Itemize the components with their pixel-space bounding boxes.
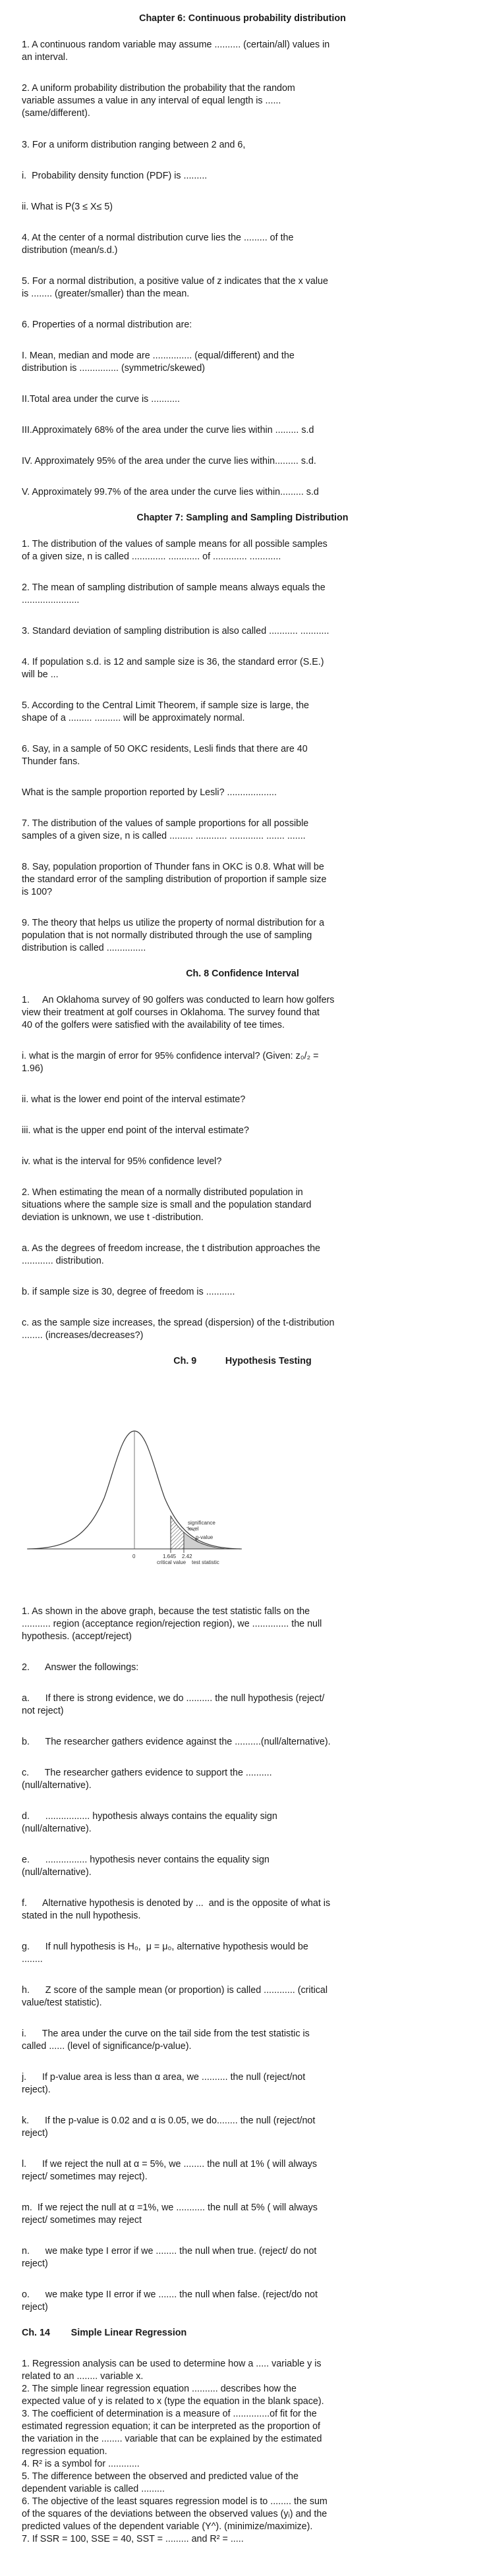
text-line: deviation is unknown, we use t -distribution. (22, 1212, 204, 1223)
text-line: 4. At the center of a normal distribution curve lies the ......... of the (22, 233, 294, 243)
text-line: I. Mean, median and mode are ............... (equal/different) and the (22, 350, 295, 361)
text-line: i. Probability density function (PDF) is ......... (22, 171, 208, 181)
text-line: g. If null hypothesis is H₀, μ = μ₀, alternative hypothesis would be (22, 1942, 308, 1952)
text-line: m. If we reject the null at α =1%, we ........... the null at 5% ( will always (22, 2202, 318, 2213)
text-line: not reject) (22, 1706, 64, 1716)
level-label: level (188, 1526, 199, 1532)
text-line: iv. what is the interval for 95% confidence level? (22, 1156, 222, 1167)
text-line: samples of a given size, n is called ......... ............ ............. ....... ....... (22, 831, 306, 841)
text-line: 6. The objective of the least squares regression model is to ........ the sum (22, 2496, 328, 2507)
text-line: 2. A uniform probability distribution the probability that the random (22, 83, 295, 94)
text-line: reject/ sometimes may reject (22, 2215, 142, 2226)
text-line: 3. Standard deviation of sampling distribution is also called ........... ........... (22, 626, 329, 636)
text-line: 5. According to the Central Limit Theorem, if sample size is large, the (22, 700, 309, 711)
text-line: related to an ........ variable x. (22, 2371, 144, 2382)
tick-critical: 1.645 (163, 1554, 177, 1559)
text-line: regression equation. (22, 2446, 107, 2457)
text-line: the standard error of the sampling distribution of proportion if sample size (22, 874, 327, 885)
text-line: Thunder fans. (22, 756, 80, 767)
text-line: 2. The simple linear regression equation .......... describes how the (22, 2384, 297, 2394)
text-line: an interval. (22, 52, 68, 63)
text-line: 2. Answer the followings: (22, 1662, 139, 1673)
text-line: (null/alternative). (22, 1867, 92, 1878)
text-line: c. The researcher gathers evidence to support the .......... (22, 1768, 272, 1778)
text-line: l. If we reject the null at α = 5%, we ........ the null at 1% ( will always (22, 2159, 318, 2170)
text-line: reject) (22, 2128, 48, 2139)
text-line: 7. If SSR = 100, SSE = 40, SST = ......... and R² = ..... (22, 2534, 244, 2544)
critical-value-label: critical value (157, 1559, 186, 1565)
section-heading: Ch. 8 Confidence Interval (186, 968, 299, 979)
text-line: 6. Properties of a normal distribution are: (22, 320, 192, 330)
text-line: distribution is ............... (symmetric/skewed) (22, 363, 206, 374)
text-line: ........ (increases/decreases?) (22, 1330, 144, 1341)
text-line: dependent variable is called ......... (22, 2484, 165, 2494)
text-line: j. If p-value area is less than α area, we .......... the null (reject/not (22, 2072, 306, 2083)
tick-zero: 0 (132, 1554, 136, 1559)
text-line: distribution (mean/s.d.) (22, 245, 118, 256)
text-line: IV. Approximately 95% of the area under the curve lies within......... s.d. (22, 456, 316, 466)
text-line: What is the sample proportion reported by Lesli? ................... (22, 787, 277, 798)
text-line: ii. what is the lower end point of the interval estimate? (22, 1094, 246, 1105)
text-line: k. If the p-value is 0.02 and α is 0.05, we do........ the null (reject/not (22, 2115, 316, 2126)
text-line: a. As the degrees of freedom increase, the t distribution approaches the (22, 1243, 321, 1254)
text-line: 40 of the golfers were satisfied with the availability of tee times. (22, 1020, 285, 1030)
text-line: b. if sample size is 30, degree of freedom is ........... (22, 1287, 235, 1297)
text-line: i. what is the margin of error for 95% confidence interval? (Given: z₀/₂ = (22, 1051, 319, 1061)
text-line: ........ (22, 1954, 43, 1965)
text-line: shape of a ......... .......... will be approximately normal. (22, 713, 245, 723)
p-value-label: p-value (196, 1534, 214, 1540)
text-line: 1. The distribution of the values of sample means for all possible samples (22, 539, 328, 549)
text-line: 4. If population s.d. is 12 and sample size is 36, the standard error (S.E.) (22, 657, 324, 667)
text-line: ii. What is P(3 ≤ X≤ 5) (22, 202, 113, 212)
section-heading: Chapter 6: Continuous probability distribution (139, 13, 346, 24)
text-line: 1. A continuous random variable may assume .......... (certain/all) values in (22, 40, 330, 50)
text-line: (null/alternative). (22, 1824, 92, 1834)
text-line: 5. The difference between the observed and predicted value of the (22, 2471, 299, 2482)
text-line: stated in the null hypothesis. (22, 1911, 141, 1921)
text-line: 9. The theory that helps us utilize the property of normal distribution for a (22, 918, 325, 928)
hypothesis-test-figure (22, 1426, 272, 1574)
text-line: b. The researcher gathers evidence against the ..........(null/alternative). (22, 1737, 331, 1747)
text-line: population that is not normally distributed through the use of sampling (22, 930, 312, 941)
section-heading: Ch. 14 Simple Linear Regression (22, 2328, 187, 2338)
text-line: n. we make type I error if we ........ the null when true. (reject/ do not (22, 2246, 317, 2256)
text-line: 4. R² is a symbol for ............ (22, 2459, 140, 2469)
text-line: 3. For a uniform distribution ranging between 2 and 6, (22, 140, 246, 150)
text-line: e. ................ hypothesis never contains the equality sign (22, 1855, 270, 1865)
text-line: view their treatment at golf courses in Oklahoma. The survey found that (22, 1007, 320, 1018)
section-heading: Chapter 7: Sampling and Sampling Distribution (136, 513, 349, 523)
text-line: i. The area under the curve on the tail side from the test statistic is (22, 2029, 310, 2039)
normal-curve-graph (22, 1426, 272, 1574)
text-line: the variation in the ........ variable that can be explained by the estimated (22, 2434, 322, 2444)
text-line: distribution is called ............... (22, 943, 146, 953)
test-statistic-label: test statistic (192, 1559, 219, 1565)
text-line: o. we make type II error if we ....... the null when false. (reject/do not (22, 2289, 318, 2300)
text-line: variable assumes a value in any interval of equal length is ...... (22, 96, 281, 106)
text-line: f. Alternative hypothesis is denoted by ... and is the opposite of what is (22, 1898, 331, 1909)
text-line: c. as the sample size increases, the spread (dispersion) of the t-distribution (22, 1318, 335, 1328)
text-line: 3. The coefficient of determination is a measure of ..............of fit for the (22, 2409, 317, 2419)
text-line: 7. The distribution of the values of sample proportions for all possible (22, 818, 309, 829)
text-line: (same/different). (22, 108, 90, 119)
text-line: 1. As shown in the above graph, because the test statistic falls on the (22, 1606, 310, 1617)
text-line: 1. An Oklahoma survey of 90 golfers was conducted to learn how golfers (22, 995, 335, 1005)
text-line: hypothesis. (accept/reject) (22, 1631, 132, 1642)
text-line: reject/ sometimes may reject). (22, 2171, 148, 2182)
significance-label: significance (188, 1520, 215, 1526)
text-line: 2. When estimating the mean of a normally distributed population in (22, 1187, 303, 1198)
text-line: is 100? (22, 887, 53, 897)
text-line: a. If there is strong evidence, we do .......... the null hypothesis (reject/ (22, 1693, 325, 1704)
text-line: of the squares of the deviations between the observed values (yᵢ) and the (22, 2509, 328, 2519)
text-line: 6. Say, in a sample of 50 OKC residents, Lesli finds that there are 40 (22, 744, 308, 754)
text-line: reject) (22, 2258, 48, 2269)
text-line: situations where the sample size is small and the population standard (22, 1200, 312, 1210)
text-line: (null/alternative). (22, 1780, 92, 1791)
text-line: III.Approximately 68% of the area under the curve lies within ......... s.d (22, 425, 314, 435)
text-line: is ........ (greater/smaller) than the mean. (22, 289, 190, 299)
text-line: ........... region (acceptance region/rejection region), we .............. the null (22, 1619, 322, 1629)
text-line: II.Total area under the curve is ........... (22, 394, 180, 405)
text-line: h. Z score of the sample mean (or proportion) is called ............ (critical (22, 1985, 328, 1996)
text-line: expected value of y is related to x (type the equation in the blank space). (22, 2396, 324, 2407)
text-line: of a given size, n is called ............. ............ of ............. ............ (22, 551, 281, 562)
text-line: will be ... (22, 669, 59, 680)
text-line: ...................... (22, 595, 80, 605)
text-line: 2. The mean of sampling distribution of sample means always equals the (22, 582, 326, 593)
text-line: reject) (22, 2302, 48, 2312)
text-line: estimated regression equation; it can be interpreted as the proportion of (22, 2421, 321, 2432)
text-line: 8. Say, population proportion of Thunder fans in OKC is 0.8. What will be (22, 862, 324, 872)
tick-statistic: 2.42 (182, 1554, 192, 1559)
text-line: 1. Regression analysis can be used to determine how a ..... variable y is (22, 2359, 322, 2369)
section-heading: Ch. 9 Hypothesis Testing (173, 1356, 312, 1366)
text-line: iii. what is the upper end point of the interval estimate? (22, 1125, 249, 1136)
text-line: d. ................. hypothesis always contains the equality sign (22, 1811, 277, 1822)
text-line: predicted values of the dependent variable (Y^). (minimize/maximize). (22, 2521, 313, 2532)
text-line: 1.96) (22, 1063, 43, 1074)
text-line: ............ distribution. (22, 1256, 104, 1266)
text-line: 5. For a normal distribution, a positive value of z indicates that the x value (22, 276, 328, 287)
text-line: V. Approximately 99.7% of the area under the curve lies within......... s.d (22, 487, 319, 497)
text-line: called ...... (level of significance/p-value). (22, 2041, 192, 2052)
text-line: reject). (22, 2085, 51, 2095)
text-line: value/test statistic). (22, 1998, 102, 2008)
